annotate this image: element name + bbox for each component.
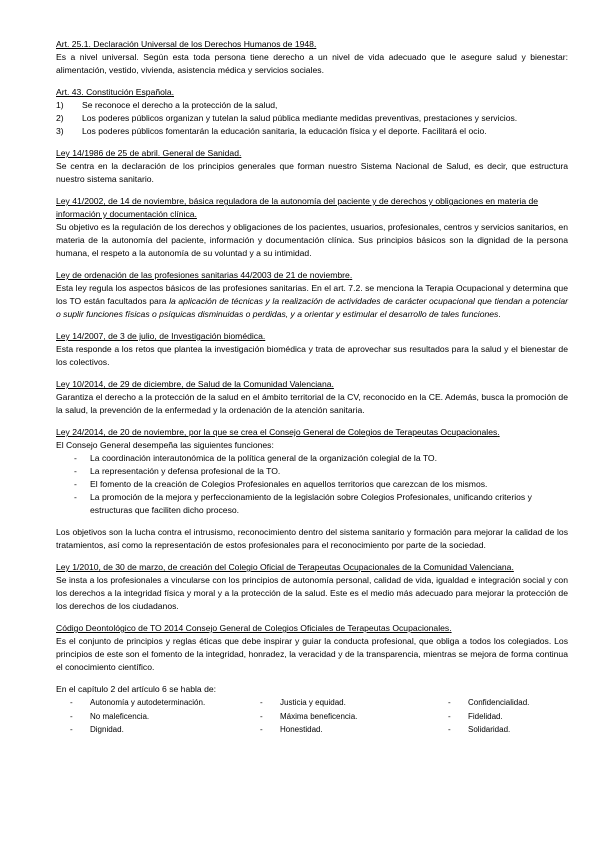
list-item: 3) Los poderes públicos fomentarán la educación sanitaria, la educación física y el deporte. Facilitará el ocio.	[56, 126, 487, 136]
section-ley-14-2007	[56, 330, 568, 369]
section-heading: Ley 1/2010, de 30 de marzo, de creación del Colegio Oficial de Terapeutas Ocupacionales de la Comunidad Valenciana.	[56, 562, 514, 572]
section-body: Es a nivel universal. Según esta toda persona tiene derecho a un nivel de vida adecuado que le asegure salud y bienestar: alimentación, vestido, vivienda, asistencia médica y servicios sociales.	[56, 52, 568, 75]
section-ley-general-sanidad	[56, 147, 568, 186]
section-codigo-deontologico	[56, 622, 568, 674]
section-heading: Código Deontológico de TO 2014 Consejo General de Colegios Oficiales de Terapeutas Ocupacionales.	[56, 623, 452, 633]
principle-item: - Dignidad.	[70, 725, 124, 734]
list-item: - La representación y defensa profesional de la TO.	[74, 466, 281, 476]
list-item: 2) Los poderes públicos organizan y tutelan la salud pública mediante medidas preventivas, prestaciones y servicios.	[56, 113, 518, 123]
list-item: - La coordinación interautonómica de la política general de la organización colegial de la TO.	[74, 453, 437, 463]
list-item: - La promoción de la mejora y perfeccionamiento de la legislación sobre Colegios Profesionales, unificando criterios y estructuras que faciliten dicho proceso.	[74, 492, 532, 515]
principle-item: - Solidaridad.	[448, 725, 511, 734]
section-principles	[56, 683, 568, 737]
list-item: 1) Se reconoce el derecho a la protección de la salud,	[56, 100, 278, 110]
section-body: Se centra en la declaración de los principios generales que forman nuestro Sistema Nacional de Salud, es decir, que estructura nuestro sistema sanitario.	[56, 161, 568, 184]
principles-column	[246, 696, 434, 737]
principle-item: - Fidelidad.	[448, 711, 503, 721]
section-intro: El Consejo General desempeña las siguientes funciones:	[56, 440, 274, 450]
section-heading: Ley 24/2014, de 20 de noviembre, por la que se crea el Consejo General de Colegios de Terapeutas Ocupacionales.	[56, 427, 500, 437]
principles-column	[434, 696, 568, 737]
numbered-list	[56, 99, 568, 138]
section-heading: Art. 43. Constitución Española.	[56, 87, 174, 97]
section-body: Esta responde a los retos que plantea la investigación biomédica y trata de aprovechar sus resultados para la salud y el bienestar de los colectivos.	[56, 344, 568, 367]
section-body: Garantiza el derecho a la protección de la salud en el ámbito territorial de la CV, reconocido en la CE. Además, busca la promoción de la salud, la prevención de la enfermedad y la ordenación de la atención sanitaria.	[56, 392, 568, 415]
section-heading: Art. 25.1. Declaración Universal de los Derechos Humanos de 1948.	[56, 39, 317, 49]
principle-item: - No maleficencia.	[70, 711, 150, 721]
section-heading: Ley de ordenación de las profesiones sanitarias 44/2003 de 21 de noviembre.	[56, 270, 353, 280]
section-body: Es el conjunto de principios y reglas éticas que debe inspirar y guiar la conducta profesional, que obliga a todos los colegiados. Los principios de este son el fomento de la integridad, honradez, la veracidad y de la transparencia, mientras se mejora de forma continua el conocimiento científico.	[56, 636, 568, 672]
italic-quote: la aplicación de técnicas y la realización de actividades de carácter ocupacional que tiendan a potenciar o suplir funciones físicas o psíquicas disminuidas o perdidas, y a orientar y estimular el desarrollo de tales funciones	[56, 296, 569, 319]
section-ley-24-2014	[56, 426, 568, 552]
document-page	[56, 38, 568, 746]
section-heading: Ley 10/2014, de 29 de diciembre, de Salud de la Comunidad Valenciana.	[56, 379, 334, 389]
principles-column	[56, 696, 246, 737]
principles-grid	[56, 696, 568, 737]
section-body: Su objetivo es la regulación de los derechos y obligaciones de los pacientes, usuarios, profesionales, centros y servicios sanitarios, en materia de la autonomía del paciente, información y documentación clínica. Sus principios básicos son la dignidad de la persona humana, el respeto a la autonomía de su voluntad y a su intimidad.	[56, 222, 568, 258]
section-ley-1-2010	[56, 561, 568, 613]
principle-item: - Autonomía y autodeterminación.	[70, 698, 206, 707]
section-ley-41-2002	[56, 195, 568, 260]
principle-item: - Máxima beneficencia.	[260, 711, 358, 721]
section-objectives: Los objetivos son la lucha contra el intrusismo, reconocimiento dentro del sistema sanitario y formación para mejorar la calidad de los tratamientos, así como la representación de estos profesionales para el reconocimiento por parte de la sociedad.	[56, 527, 568, 550]
section-body: Esta ley regula los aspectos básicos de las profesiones sanitarias. En el art. 7.2. se menciona la Terapia Ocupacional y determina que los TO están facultados para la aplicación de técnicas y la realización de actividades de carácter ocupacional que tiendan a potenciar o suplir funciones físicas o psíquicas disminuidas o perdidas, y a orientar y estimular el desarrollo de tales funciones.	[56, 283, 569, 319]
section-ley-44-2003	[56, 269, 568, 321]
section-body: Se insta a los profesionales a vincularse con los principios de autonomía personal, calidad de vida, igualdad e integración social y con los derechos a la integridad física y moral y a la protección de la salud. Este es el medio más adecuado para mejorar la protección de los derechos de los ciudadanos.	[56, 575, 568, 611]
principle-item: - Honestidad.	[260, 725, 323, 734]
functions-list	[56, 452, 568, 517]
principle-item: - Justicia y equidad.	[260, 698, 346, 707]
principle-item: - Confidencialidad.	[448, 698, 530, 707]
section-heading: Ley 14/1986 de 25 de abril. General de Sanidad.	[56, 148, 242, 158]
section-ley-10-2014	[56, 378, 568, 417]
section-heading: Ley 14/2007, de 3 de julio, de Investigación biomédica.	[56, 331, 266, 341]
section-ce	[56, 86, 568, 138]
section-dudh	[56, 38, 568, 77]
list-item: - El fomento de la creación de Colegios Profesionales en aquellos territorios que carezcan de los mismos.	[74, 479, 488, 489]
section-heading: Ley 41/2002, de 14 de noviembre, básica reguladora de la autonomía del paciente y de derechos y obligaciones en materia de información y documentación clínica.	[56, 196, 539, 219]
principles-intro: En el capítulo 2 del artículo 6 se habla de:	[56, 684, 217, 694]
